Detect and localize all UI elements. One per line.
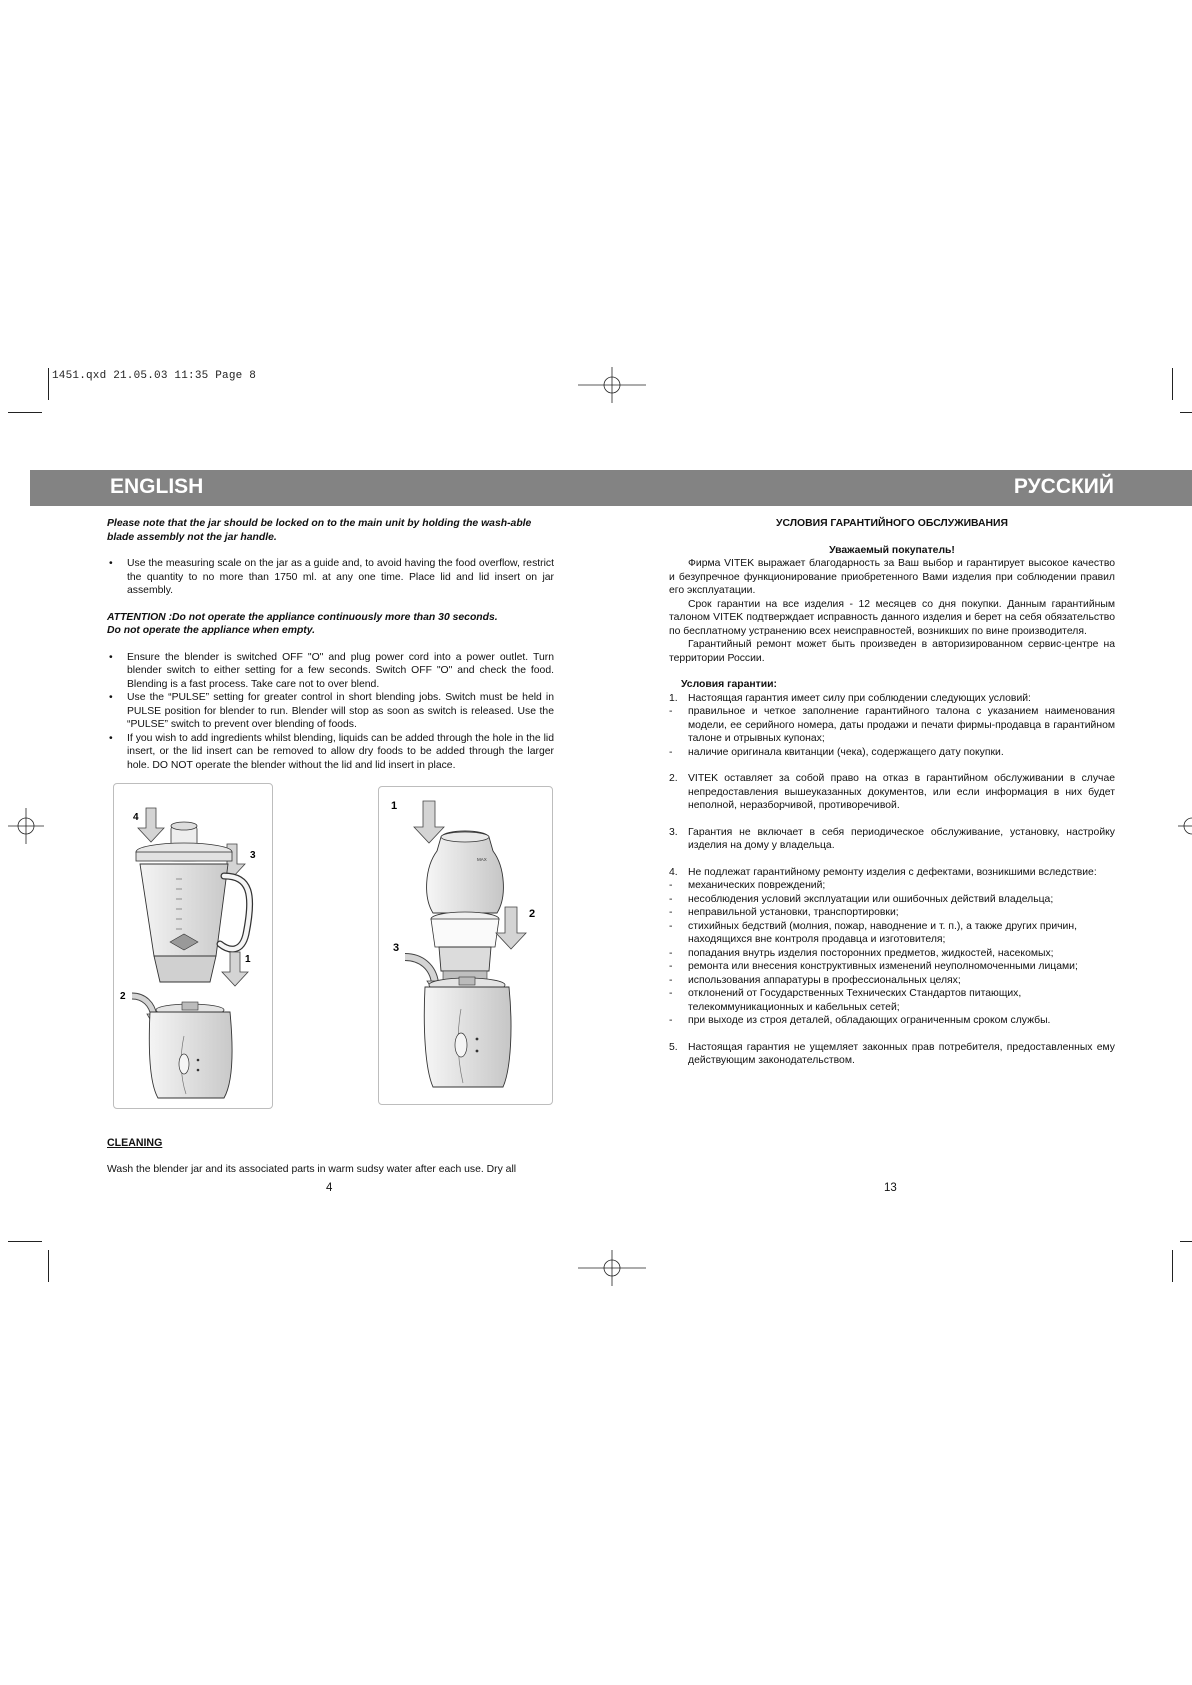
dash-list [669,879,1115,1028]
cleaning-text: Wash the blender jar and its associated parts in warm sudsy water after each use. Dry all [107,1164,517,1175]
registration-mark-top [578,367,646,403]
arrow-label-3: 3 [250,850,256,861]
dash-text: наличие оригинала квитанции (чека), содержащего дату покупки. [688,746,1004,758]
file-slug: 1451.qxd 21.05.03 11:35 Page 8 [52,370,257,382]
page-number-right: 13 [884,1182,897,1194]
page-number-left: 4 [326,1182,333,1194]
dash-item: - наличие оригинала квитанции (чека), содержащего дату покупки. [669,746,1004,758]
dash-item: - механических повреждений; [669,880,826,891]
conditions-list [669,692,1115,706]
crop-mark [8,1241,42,1242]
dash-text: при выходе из строя деталей, обладающих ограниченным сроком службы. [688,1015,1051,1026]
list-item [669,826,1115,853]
max-mark: MAX [477,857,487,862]
paragraph: Гарантийный ремонт может быть произведен в авторизированном сервис-центре на территории России. [669,639,1115,664]
blender-jar-illustration [114,784,272,1108]
item-number: 4. [669,866,678,878]
paragraph: Фирма VITEK выражает благодарность за Ваш выбор и гарантирует высокое качество и безупречное функционирование приобретенного Вами изделия при соблюдении правил его эксплуатации. [669,558,1115,596]
dash-text: использования аппаратуры в профессиональных целях; [688,974,961,986]
conditions-list [669,772,1115,813]
attention-line-2: Do not operate the appliance when empty. [107,625,316,636]
dash-item: - попадания внутрь изделия посторонних предметов, жидкостей, насекомых; [669,947,1054,959]
crop-mark [1172,368,1173,400]
dash-text: стихийных бедствий (молния, пожар, наводнение и т. п.), а также других причин, находящихся вне контроля продавца и изготовителя; [688,920,1077,945]
item-number: 2. [669,773,678,784]
bullet-item: • Use the measuring scale on the jar as a guide and, to avoid having the food overflow, restrict the quantity to no more than 1750 ml. at any one time. Place lid and lid insert on jar assembly. [107,557,554,598]
warranty-title: УСЛОВИЯ ГАРАНТИЙНОГО ОБСЛУЖИВАНИЯ [776,518,1008,529]
paragraph: Срок гарантии на все изделия - 12 месяцев со дня покупки. Данным гарантийным талоном VITEK подтверждает исправность данного изделия и берет на себя обязательство по бесплатному устранению всех неисправностей, возникших по вине производителя. [669,598,1115,637]
russian-column [669,517,1115,1068]
item-text: Гарантия не включает в себя периодическое обслуживание, установку, настройку изделия на дому у владельца. [688,826,1115,851]
bullet-list-measuring [107,557,554,598]
dash-item: - стихийных бедствий (молния, пожар, наводнение и т. п.), а также других причин, находящихся вне контроля продавца и изготовителя; [669,920,1077,945]
bullet-item: • Use the “PULSE” setting for greater control in short blending jobs. Switch must be held in PULSE position for blender to run. Blender will stop as soon as switch is released. Use the “PULSE” switch to prevent over blending of foods. [107,691,554,732]
list-item [669,772,1115,813]
conditions-list [669,826,1115,853]
conditions-heading: Условия гарантии: [681,679,777,690]
arrow-label-1: 1 [245,954,251,965]
list-item [669,1041,1115,1068]
item-text: Настоящая гарантия не ущемляет законных прав потребителя, предоставленных ему действующим законодательством. [688,1041,1115,1066]
crop-mark [48,368,49,400]
bullet-item: • Ensure the blender is switched OFF "O" and plug power cord into a power outlet. Turn blender switch to either setting for a few seconds. Switch OFF "O" and check the food. Blending is a fast process. Take care not to over blend. [107,651,554,692]
list-item [669,866,1115,880]
dash-item: - несоблюдения условий эксплуатации или ошибочных действий владельца; [669,893,1054,905]
conditions-list [669,866,1115,880]
item-text: VITEK оставляет за собой право на отказ в гарантийном обслуживании в случае непредоставления вышеуказанных документов, или если информация в них будет неполной, неразборчивой, противоречивой. [688,773,1115,811]
item-number: 3. [669,826,678,838]
item-number: 1. [669,692,678,704]
jar-lock-note: Please note that the jar should be locked on to the main unit by holding the wash-able blade assembly not the jar handle. [107,518,532,543]
language-label-english: ENGLISH [110,475,204,498]
item-text: Настоящая гарантия имеет силу при соблюдении следующих условий: [688,692,1031,704]
dash-item: - неправильной установки, транспортировки; [669,907,899,918]
arrow-label-4: 4 [133,812,139,823]
figure-mill-assembly [378,786,553,1105]
conditions-list [669,1041,1115,1068]
bullet-list-operation [107,651,554,773]
dash-item: - отклонений от Государственных Технических Стандартов питающих, телекоммуникационных и кабельных сетей; [669,988,1022,1013]
arrow-label-2: 2 [120,991,126,1002]
bullet-item: • If you wish to add ingredients whilst blending, liquids can be added through the hole in the lid insert, or the lid insert can be removed to allow dry foods to be added through the larger hole. DO NOT operate the blender without the lid and lid insert in place. [107,732,554,773]
dash-list [669,705,1115,759]
crop-mark [8,412,42,413]
item-text: Не подлежат гарантийному ремонту изделия с дефектами, возникшими вследствие: [688,866,1097,878]
list-item [669,692,1115,706]
registration-mark-bottom [578,1250,646,1286]
dash-text: правильное и четкое заполнение гарантийного талона с указанием наименования модели, ее серийного номера, даты продажи и печати фирмы-продавца в гарантийном талоне и отрывных купонах; [688,706,1115,744]
dash-text: несоблюдения условий эксплуатации или ошибочных действий владельца; [688,893,1054,905]
attention-line-1: ATTENTION :Do not operate the appliance continuously more than 30 seconds. [107,611,498,623]
english-column [107,517,554,772]
dash-text: неправильной установки, транспортировки; [688,907,899,918]
crop-mark [1172,1250,1173,1282]
item-number: 5. [669,1041,678,1053]
dash-item: - правильное и четкое заполнение гарантийного талона с указанием наименования модели, ее серийного номера, даты продажи и печати фирмы-продавца в гарантийном талоне и отрывных купонах; [669,706,1115,744]
dash-item: - при выходе из строя деталей, обладающих ограниченным сроком службы. [669,1015,1051,1026]
cleaning-heading: CLEANING [107,1137,163,1149]
figure-blender-assembly [113,783,273,1109]
dash-text: отклонений от Государственных Технических Стандартов питающих, телекоммуникационных и кабельных сетей; [688,988,1022,1013]
arrow-label-3: 3 [393,942,400,954]
mill-attachment-illustration [379,787,552,1104]
dash-text: механических повреждений; [688,880,826,891]
dash-text: попадания внутрь изделия посторонних предметов, жидкостей, насекомых; [688,947,1054,959]
crop-mark [1180,412,1192,413]
registration-mark-right [1178,808,1192,844]
language-label-russian: РУССКИЙ [1013,475,1114,498]
arrow-label-1: 1 [391,800,398,812]
registration-mark-left [8,808,44,844]
crop-mark [48,1250,49,1282]
crop-mark [1180,1241,1192,1242]
language-header-bar [30,470,1192,506]
dash-item: - использования аппаратуры в профессиональных целях; [669,974,961,986]
arrow-label-2: 2 [529,908,536,920]
dash-text: ремонта или внесения конструктивных изменений неуполномоченными лицами; [688,961,1078,972]
greeting: Уважаемый покупатель! [829,544,955,556]
dash-item: - ремонта или внесения конструктивных изменений неуполномоченными лицами; [669,961,1078,972]
